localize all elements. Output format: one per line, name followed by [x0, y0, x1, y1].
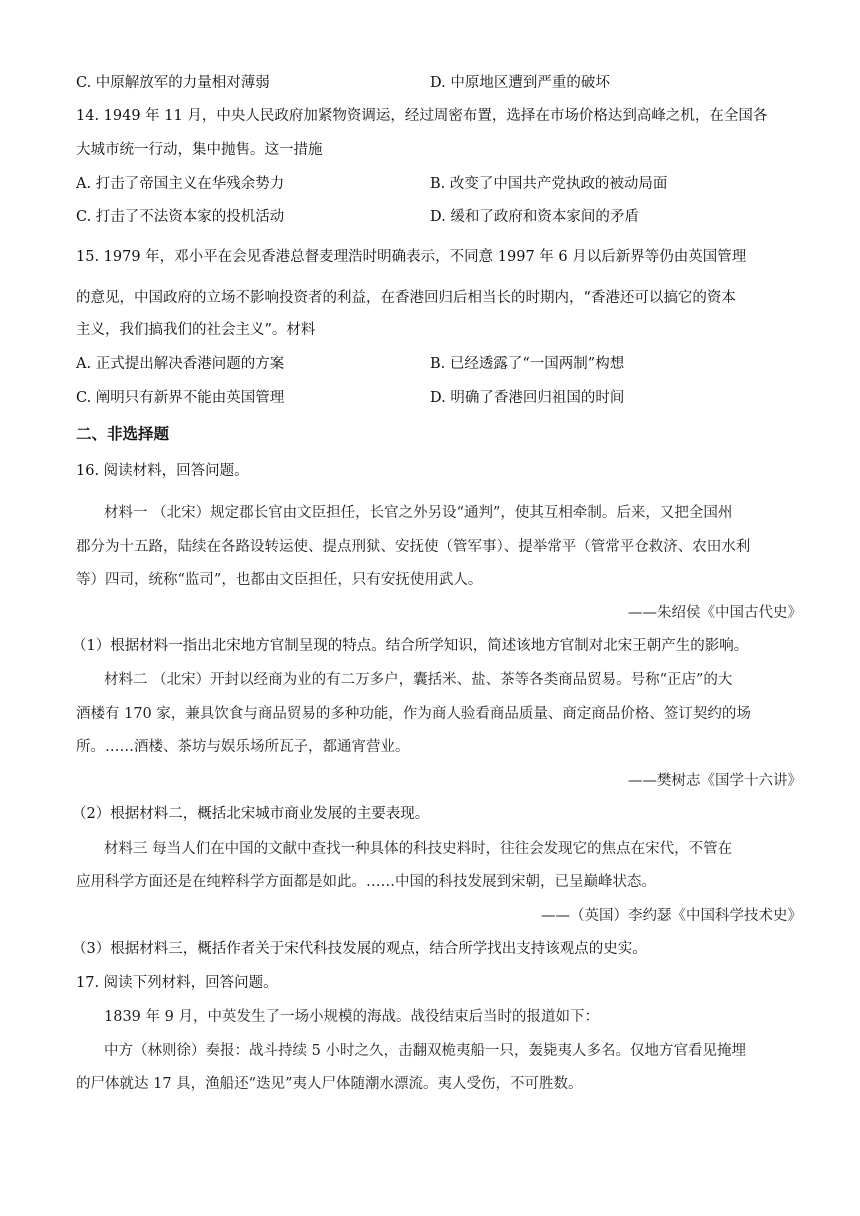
q15-option-d: D. 明确了香港回归祖国的时间 — [430, 390, 625, 406]
q16-material2-line3: 所。……酒楼、茶坊与娱乐场所瓦子，都通宵营业。 — [76, 739, 410, 755]
q13-option-c: C. 中原解放军的力量相对薄弱 — [76, 75, 270, 91]
q16-material1-source: ——朱绍侯《中国古代史》 — [628, 605, 802, 621]
q16-question3: （3）根据材料三，概括作者关于宋代科技发展的观点，结合所学找出支持该观点的史实。 — [72, 941, 647, 957]
q15-option-c: C. 阐明只有新界不能由英国管理 — [76, 390, 285, 406]
q14-option-b: B. 改变了中国共产党执政的被动局面 — [430, 176, 668, 192]
q15-stem-line2: 的意见，中国政府的立场不影响投资者的利益，在香港回归后相当长的时期内，“香港还可以搞它的资本 — [76, 290, 736, 306]
q16-question2: （2）根据材料二，概括北宋城市商业发展的主要表现。 — [72, 806, 430, 822]
q16-material3-line1: 材料三 每当人们在中国的文献中查找一种具体的科技史料时，往往会发现它的焦点在宋代，不管在 — [104, 841, 733, 857]
q16-material1-line1: 材料一 （北宋）规定郡长官由文臣担任，长官之外另设“通判”，使其互相牵制。后来，又把全国州 — [104, 505, 733, 521]
q16-material2-source: ——樊树志《国学十六讲》 — [628, 773, 802, 789]
q16-stem: 16. 阅读材料，回答问题。 — [76, 463, 249, 479]
q16-material2-line1: 材料二 （北宋）开封以经商为业的有二万多户，囊括米、盐、茶等各类商品贸易。号称“正店”的大 — [104, 672, 733, 688]
q15-option-a: A. 正式提出解决香港问题的方案 — [76, 356, 285, 372]
q17-chinese-report-line2: 的尸体就达 17 具，渔船还“迭见”夷人尸体随潮水漂流。夷人受伤，不可胜数。 — [76, 1076, 583, 1092]
q16-material1-line2: 郡分为十五路，陆续在各路设转运使、提点刑狱、安抚使（管军事）、提举常平（管常平仓救济、农田水利 — [76, 539, 751, 555]
q16-question1: （1）根据材料一指出北宋地方官制呈现的特点。结合所学知识，简述该地方官制对北宋王朝产生的影响。 — [72, 638, 749, 654]
section-heading: 二、非选择题 — [76, 425, 170, 443]
q17-intro: 1839 年 9 月，中英发生了一场小规模的海战。战役结束后当时的报道如下： — [104, 1009, 599, 1025]
q13-option-d: D. 中原地区遭到严重的破坏 — [430, 75, 610, 91]
q15-option-b: B. 已经透露了“一国两制”构想 — [430, 356, 625, 372]
q16-material2-line2: 酒楼有 170 家，兼具饮食与商品贸易的多种功能，作为商人验看商品质量、商定商品价格、签订契约的场 — [76, 706, 751, 722]
q16-material1-line3: 等）四司，统称“监司”，也都由文臣担任，只有安抚使用武人。 — [76, 572, 483, 588]
q16-material3-line2: 应用科学方面还是在纯粹科学方面都是如此。……中国的科技发展到宋朝，已呈巅峰状态。 — [76, 874, 656, 890]
q17-stem: 17. 阅读下列材料，回答问题。 — [76, 975, 278, 991]
q14-option-a: A. 打击了帝国主义在华残余势力 — [76, 176, 285, 192]
q17-chinese-report-line1: 中方（林则徐）奏报：战斗持续 5 小时之久，击翻双桅夷船一只，轰毙夷人多名。仅地方官看见掩埋 — [104, 1043, 746, 1059]
q14-stem-line1: 14. 1949 年 11 月，中央人民政府加紧物资调运，经过周密布置，选择在市场价格达到高峰之机，在全国各 — [76, 108, 768, 124]
q16-material3-source: ——（英国）李约瑟《中国科学技术史》 — [541, 908, 802, 924]
q14-option-c: C. 打击了不法资本家的投机活动 — [76, 209, 285, 225]
q15-stem-line1: 15. 1979 年，邓小平在会见香港总督麦理浩时明确表示，不同意 1997 年 6 月以后新界等仍由英国管理 — [76, 249, 747, 265]
q14-option-d: D. 缓和了政府和资本家间的矛盾 — [430, 209, 639, 225]
q15-stem-line3: 主义，我们搞我们的社会主义”。材料 — [76, 322, 316, 338]
q14-stem-line2: 大城市统一行动，集中抛售。这一措施 — [76, 142, 323, 158]
